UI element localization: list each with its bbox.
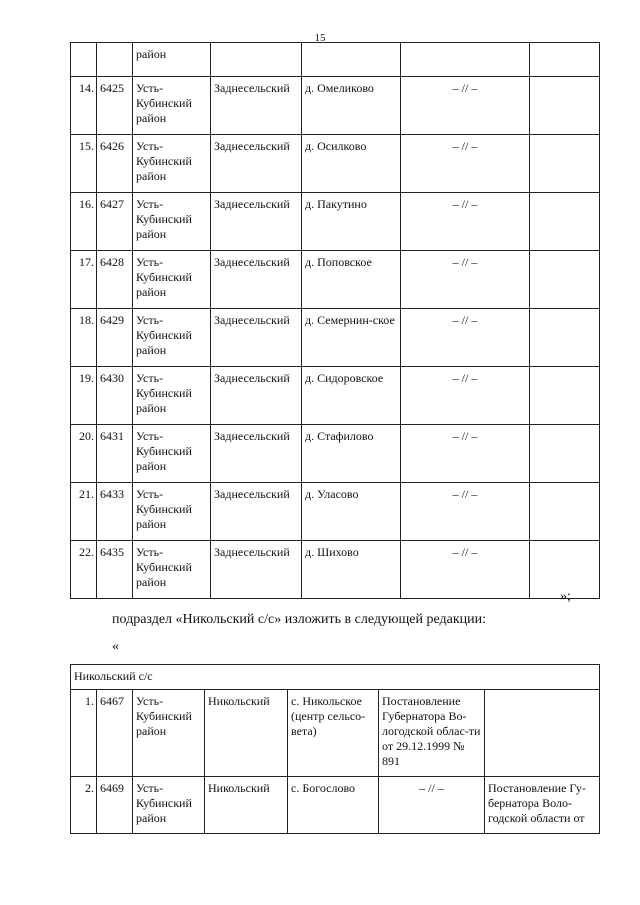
row-number: 22.	[71, 541, 97, 599]
instruction-text: подраздел «Никольский с/с» изложить в следующей редакции:	[112, 612, 486, 627]
extra-cell	[530, 77, 600, 135]
code-cell: 6429	[97, 309, 133, 367]
row-number: 18.	[71, 309, 97, 367]
table-row	[71, 251, 600, 309]
code-cell: 6435	[97, 541, 133, 599]
place-cell: д. Уласово	[302, 483, 401, 541]
row-number: 17.	[71, 251, 97, 309]
council-cell: Заднесельский	[211, 541, 302, 599]
extra-cell	[530, 193, 600, 251]
council-cell: Заднесельский	[211, 367, 302, 425]
settlements-table-continued	[70, 42, 600, 599]
opening-quote: «	[112, 639, 119, 654]
section-header-row	[71, 665, 600, 690]
council-cell: Заднесельский	[211, 77, 302, 135]
section-header: Никольский с/с	[71, 665, 600, 690]
district-cell: Усть-Кубинский район	[133, 425, 211, 483]
code-cell: 6431	[97, 425, 133, 483]
closing-quote: »;	[560, 589, 571, 604]
table-row	[71, 193, 600, 251]
row-number: 19.	[71, 367, 97, 425]
place-cell: д. Шихово	[302, 541, 401, 599]
place-cell: д. Семернин-ское	[302, 309, 401, 367]
council-cell: Заднесельский	[211, 193, 302, 251]
district-cell: Усть-Кубинский район	[133, 483, 211, 541]
row-number: 2.	[71, 777, 97, 834]
extra-cell	[530, 483, 600, 541]
document-cell: – // –	[401, 309, 530, 367]
code-cell: 6430	[97, 367, 133, 425]
table-row	[71, 425, 600, 483]
table-row	[71, 541, 600, 599]
extra-cell	[530, 367, 600, 425]
row-number: 20.	[71, 425, 97, 483]
page-number: 15	[314, 32, 326, 44]
council-cell: Никольский	[205, 690, 288, 777]
row-number: 14.	[71, 77, 97, 135]
place-cell: д. Стафилово	[302, 425, 401, 483]
district-cell: Усть-Кубинский район	[133, 193, 211, 251]
code-cell: 6467	[97, 690, 133, 777]
table-row	[71, 367, 600, 425]
code-cell: 6469	[97, 777, 133, 834]
nikolsky-table	[70, 664, 600, 834]
council-cell: Заднесельский	[211, 251, 302, 309]
council-cell: Заднесельский	[211, 425, 302, 483]
district-cell: район	[133, 43, 211, 77]
district-cell: Усть-Кубинский район	[133, 541, 211, 599]
district-cell: Усть-Кубинский район	[133, 777, 205, 834]
code-cell: 6425	[97, 77, 133, 135]
code-cell: 6428	[97, 251, 133, 309]
table-row	[71, 483, 600, 541]
council-cell: Заднесельский	[211, 135, 302, 193]
row-number: 15.	[71, 135, 97, 193]
council-cell: Заднесельский	[211, 309, 302, 367]
row-number: 16.	[71, 193, 97, 251]
row-number: 21.	[71, 483, 97, 541]
council-cell: Заднесельский	[211, 483, 302, 541]
document-cell: – // –	[401, 367, 530, 425]
document-cell: – // –	[401, 193, 530, 251]
table-row	[71, 135, 600, 193]
place-cell: с. Богослово	[288, 777, 379, 834]
place-cell: с. Никольское (центр сельсо-вета)	[288, 690, 379, 777]
district-cell: Усть-Кубинский район	[133, 309, 211, 367]
place-cell: д. Омеликово	[302, 77, 401, 135]
district-cell: Усть-Кубинский район	[133, 77, 211, 135]
district-cell: Усть-Кубинский район	[133, 690, 205, 777]
place-cell: д. Сидоровское	[302, 367, 401, 425]
document-cell: – // –	[379, 777, 485, 834]
row-number: 1.	[71, 690, 97, 777]
extra-cell	[530, 309, 600, 367]
table-row	[71, 690, 600, 777]
extra-cell	[530, 425, 600, 483]
document-cell: – // –	[401, 77, 530, 135]
district-cell: Усть-Кубинский район	[133, 367, 211, 425]
extra-cell	[530, 251, 600, 309]
code-cell: 6427	[97, 193, 133, 251]
place-cell: д. Пакутино	[302, 193, 401, 251]
code-cell: 6426	[97, 135, 133, 193]
document-cell: – // –	[401, 135, 530, 193]
document-cell: – // –	[401, 483, 530, 541]
district-cell: Усть-Кубинский район	[133, 251, 211, 309]
table-row	[71, 77, 600, 135]
document-cell: – // –	[401, 425, 530, 483]
document-cell: Постановление Губернатора Во-логодской облас-ти от 29.12.1999 № 891	[379, 690, 485, 777]
table-row	[71, 43, 600, 77]
district-cell: Усть-Кубинский район	[133, 135, 211, 193]
extra-cell	[530, 135, 600, 193]
place-cell: д. Поповское	[302, 251, 401, 309]
table-row	[71, 309, 600, 367]
document-cell: – // –	[401, 541, 530, 599]
document-extra-cell	[485, 690, 600, 777]
document-cell: – // –	[401, 251, 530, 309]
code-cell: 6433	[97, 483, 133, 541]
council-cell: Никольский	[205, 777, 288, 834]
place-cell: д. Осилково	[302, 135, 401, 193]
table-row	[71, 777, 600, 834]
document-extra-cell: Постановление Гу-бернатора Воло-годской области от	[485, 777, 600, 834]
